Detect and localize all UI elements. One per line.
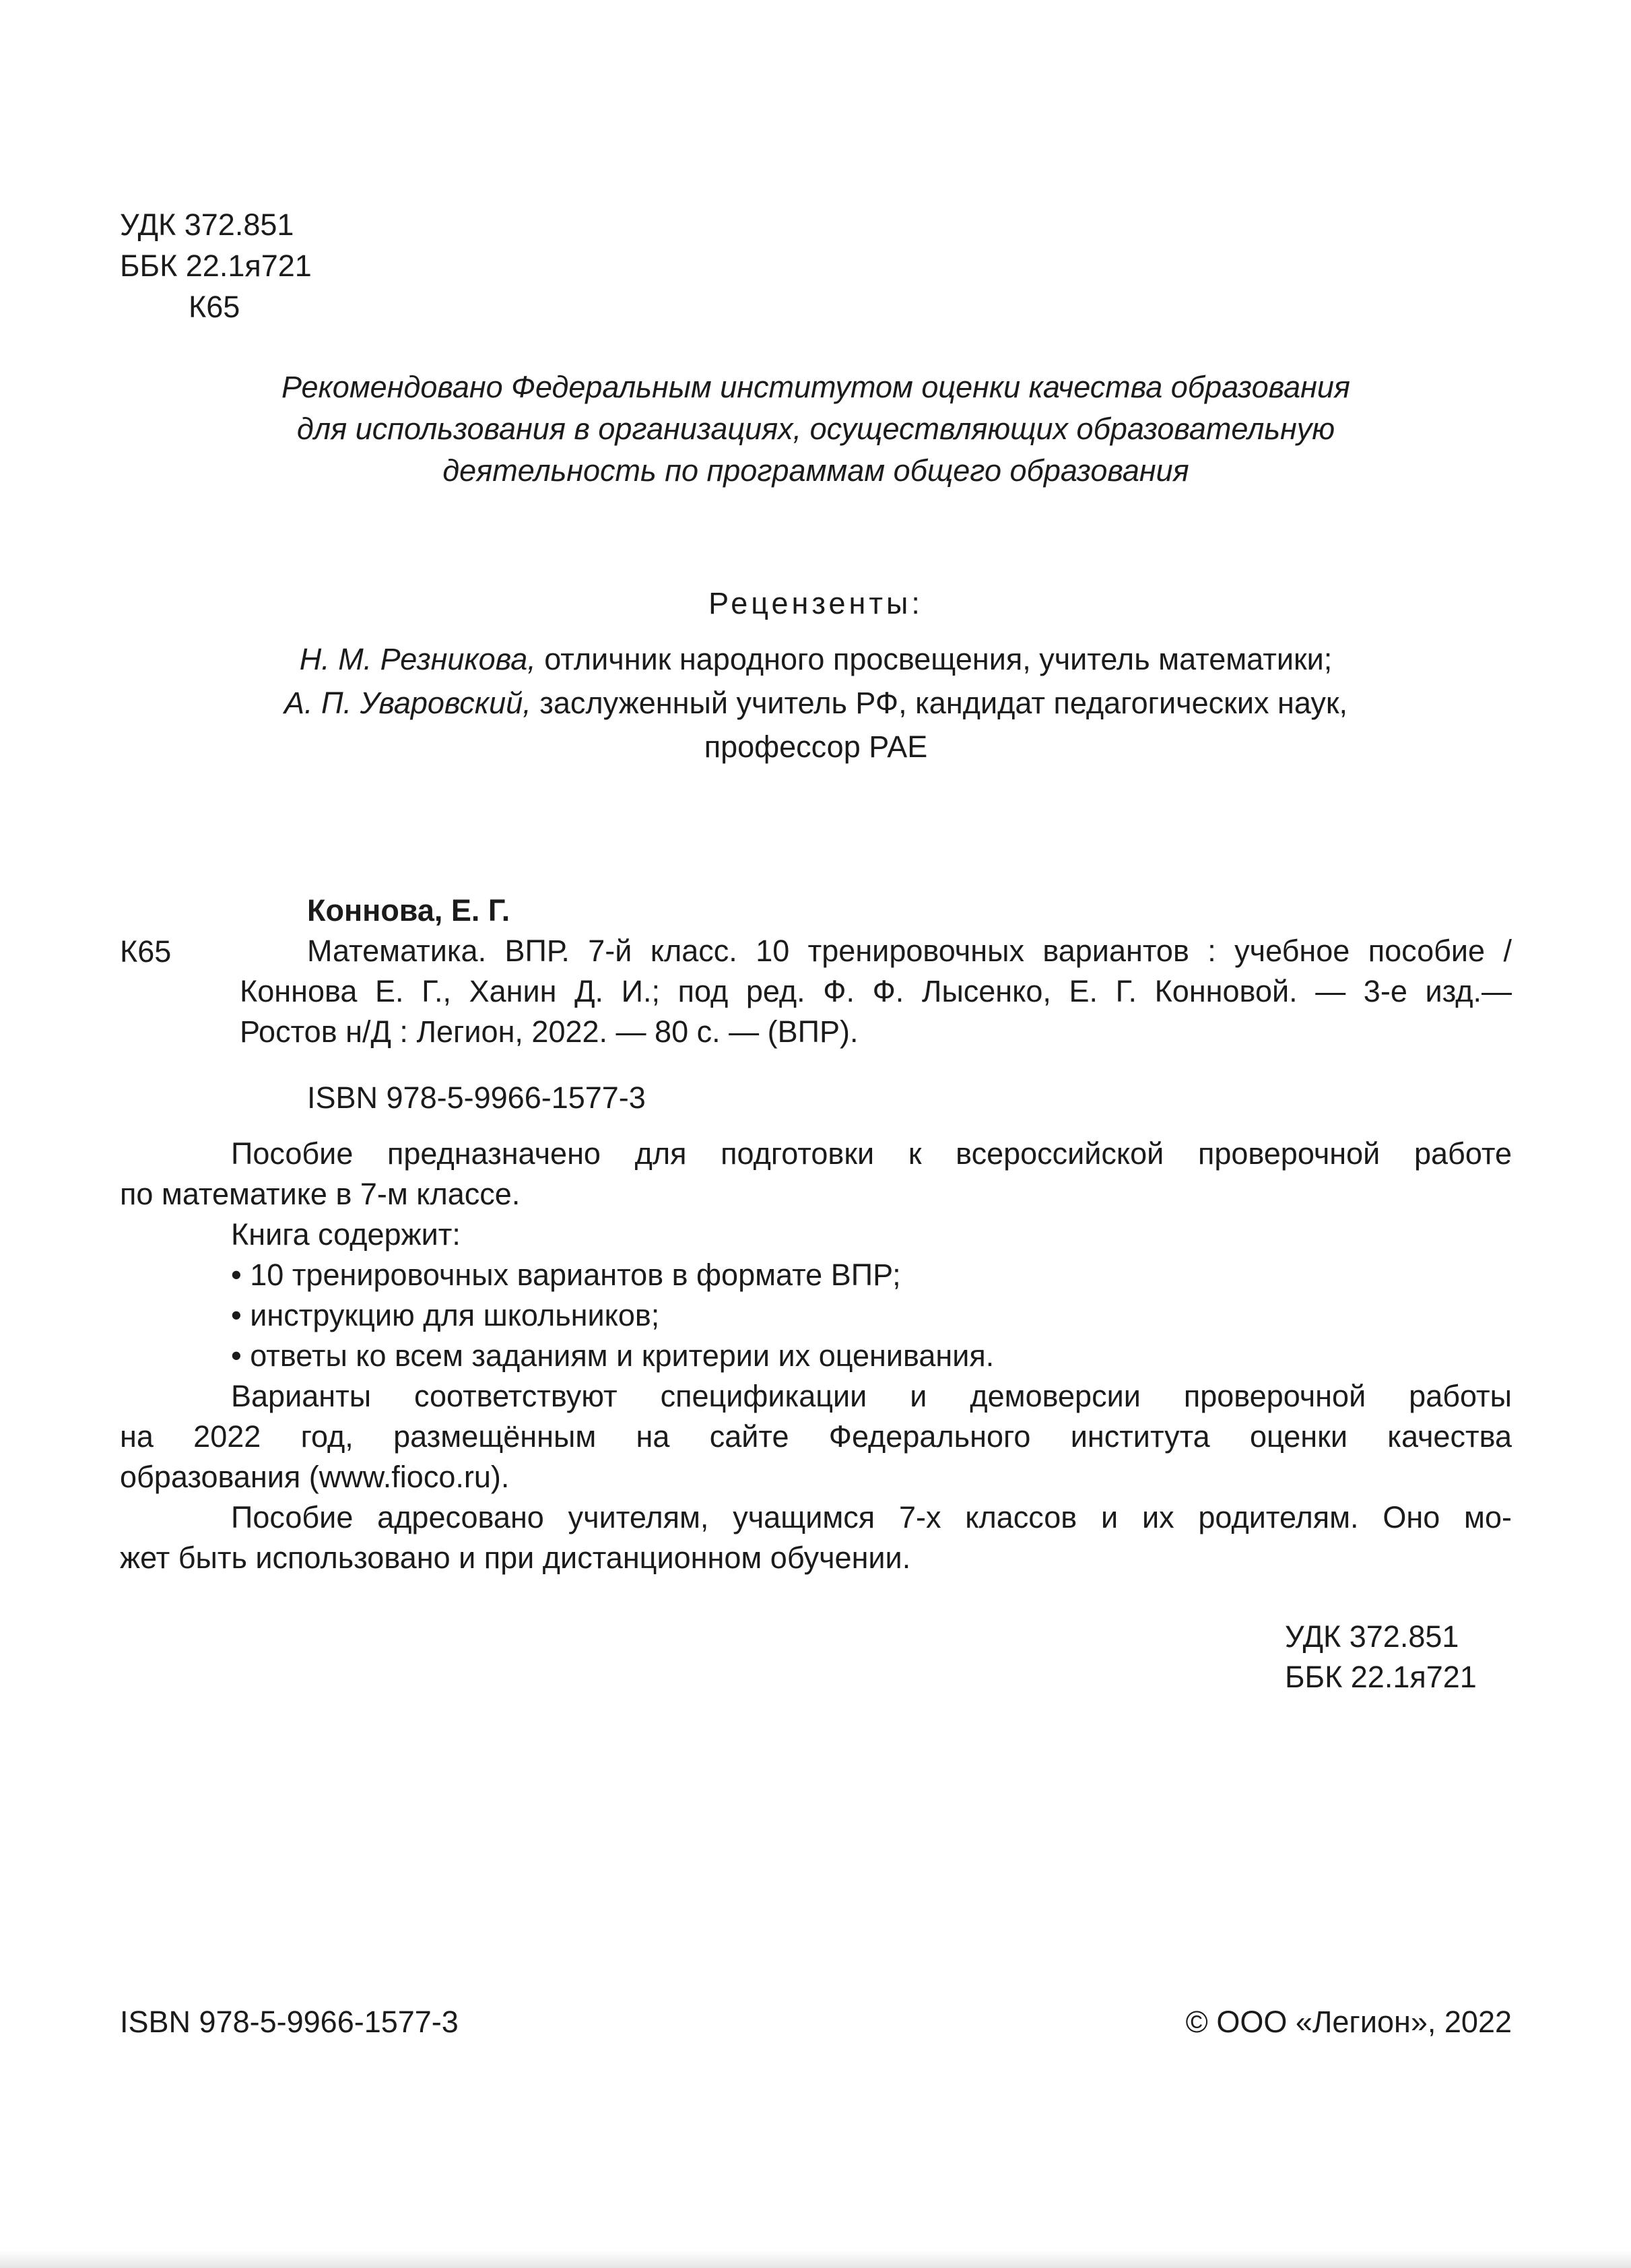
text-line: Рекомендовано Федеральным институтом оценки качества образования (281, 370, 1350, 404)
annotation-paragraph-1 (120, 1134, 1512, 1214)
book-contains-heading: Книга содержит: (231, 1217, 461, 1252)
text-line: образования (www.fioco.ru). (120, 1460, 510, 1494)
text-line: для использования в организациях, осуществляющих образовательную (296, 412, 1335, 446)
reviewer-credentials-continued: профессор РАЕ (704, 730, 928, 764)
text-line: • 10 тренировочных вариантов в формате ВПР; (231, 1258, 901, 1292)
bottom-classification-codes (1285, 1617, 1477, 1697)
reviewer-name: А. П. Уваровский, (284, 686, 531, 720)
reviewer-credentials: заслуженный учитель РФ, кандидат педагогических наук, (539, 686, 1348, 720)
reviewer-entry (120, 681, 1512, 725)
annotation-section (120, 1134, 1512, 1578)
footer-isbn: ISBN 978-5-9966-1577-3 (120, 2005, 459, 2039)
text-line: • ответы ко всем заданиям и критерии их оценивания. (231, 1338, 995, 1373)
text-line: Варианты соответствуют спецификации и демоверсии проверочной работы (231, 1379, 1512, 1413)
annotation-paragraph-2 (120, 1376, 1512, 1497)
text-line: Математика. ВПР. 7-й класс. 10 тренировочных вариантов : учебное пособие / (307, 934, 1512, 968)
footer (120, 2002, 1512, 2042)
isbn-line: ISBN 978-5-9966-1577-3 (307, 1080, 646, 1115)
text-line: деятельность по программам общего образования (442, 453, 1189, 488)
text-line: по математике в 7-м классе. (120, 1177, 521, 1211)
bibliographic-description (240, 931, 1512, 1052)
reviewer-credentials: отличник народного просвещения, учитель математики; (544, 642, 1333, 676)
text-line: жет быть использовано и при дистанционном обучении. (120, 1541, 911, 1575)
udk-code-bottom: УДК 372.851 (1285, 1619, 1459, 1654)
reviewers-section (120, 583, 1512, 769)
reviewer-entry (120, 637, 1512, 681)
top-classification-codes (120, 204, 312, 327)
udk-code: УДК 372.851 (120, 207, 294, 242)
author-line: Коннова, Е. Г. (307, 893, 510, 928)
text-line: • инструкцию для школьников; (231, 1298, 660, 1332)
recommendation-note (120, 366, 1512, 492)
reviewers-heading: Рецензенты: (708, 586, 923, 620)
text-line: Ростов н/Д : Легион, 2022. — 80 с. — (ВПР). (240, 1014, 859, 1049)
bbk-code: ББК 22.1я721 (120, 249, 312, 283)
page-bottom-shade (0, 2250, 1631, 2268)
text-line: на 2022 год, размещённым на сайте Федерального института оценки качества (120, 1419, 1512, 1454)
text-line: Пособие адресовано учителям, учащимся 7-х классов и их родителям. Оно мо- (231, 1500, 1512, 1534)
footer-copyright: © ООО «Легион», 2022 (1185, 2005, 1512, 2039)
bullet-list (120, 1255, 1512, 1376)
bbk-code-bottom: ББК 22.1я721 (1285, 1660, 1477, 1694)
catalog-margin-code: К65 (120, 934, 172, 969)
text-line: Коннова Е. Г., Ханин Д. И.; под ред. Ф. Ф. Лысенко, Е. Г. Конновой. — 3-е изд.— (240, 974, 1512, 1008)
text-line: Пособие предназначено для подготовки к всероссийской проверочной работе (231, 1136, 1512, 1171)
annotation-paragraph-3 (120, 1497, 1512, 1578)
catalog-letter-code: К65 (189, 290, 240, 324)
reviewer-name: Н. М. Резникова, (299, 642, 536, 676)
catalog-card (120, 890, 1512, 1118)
